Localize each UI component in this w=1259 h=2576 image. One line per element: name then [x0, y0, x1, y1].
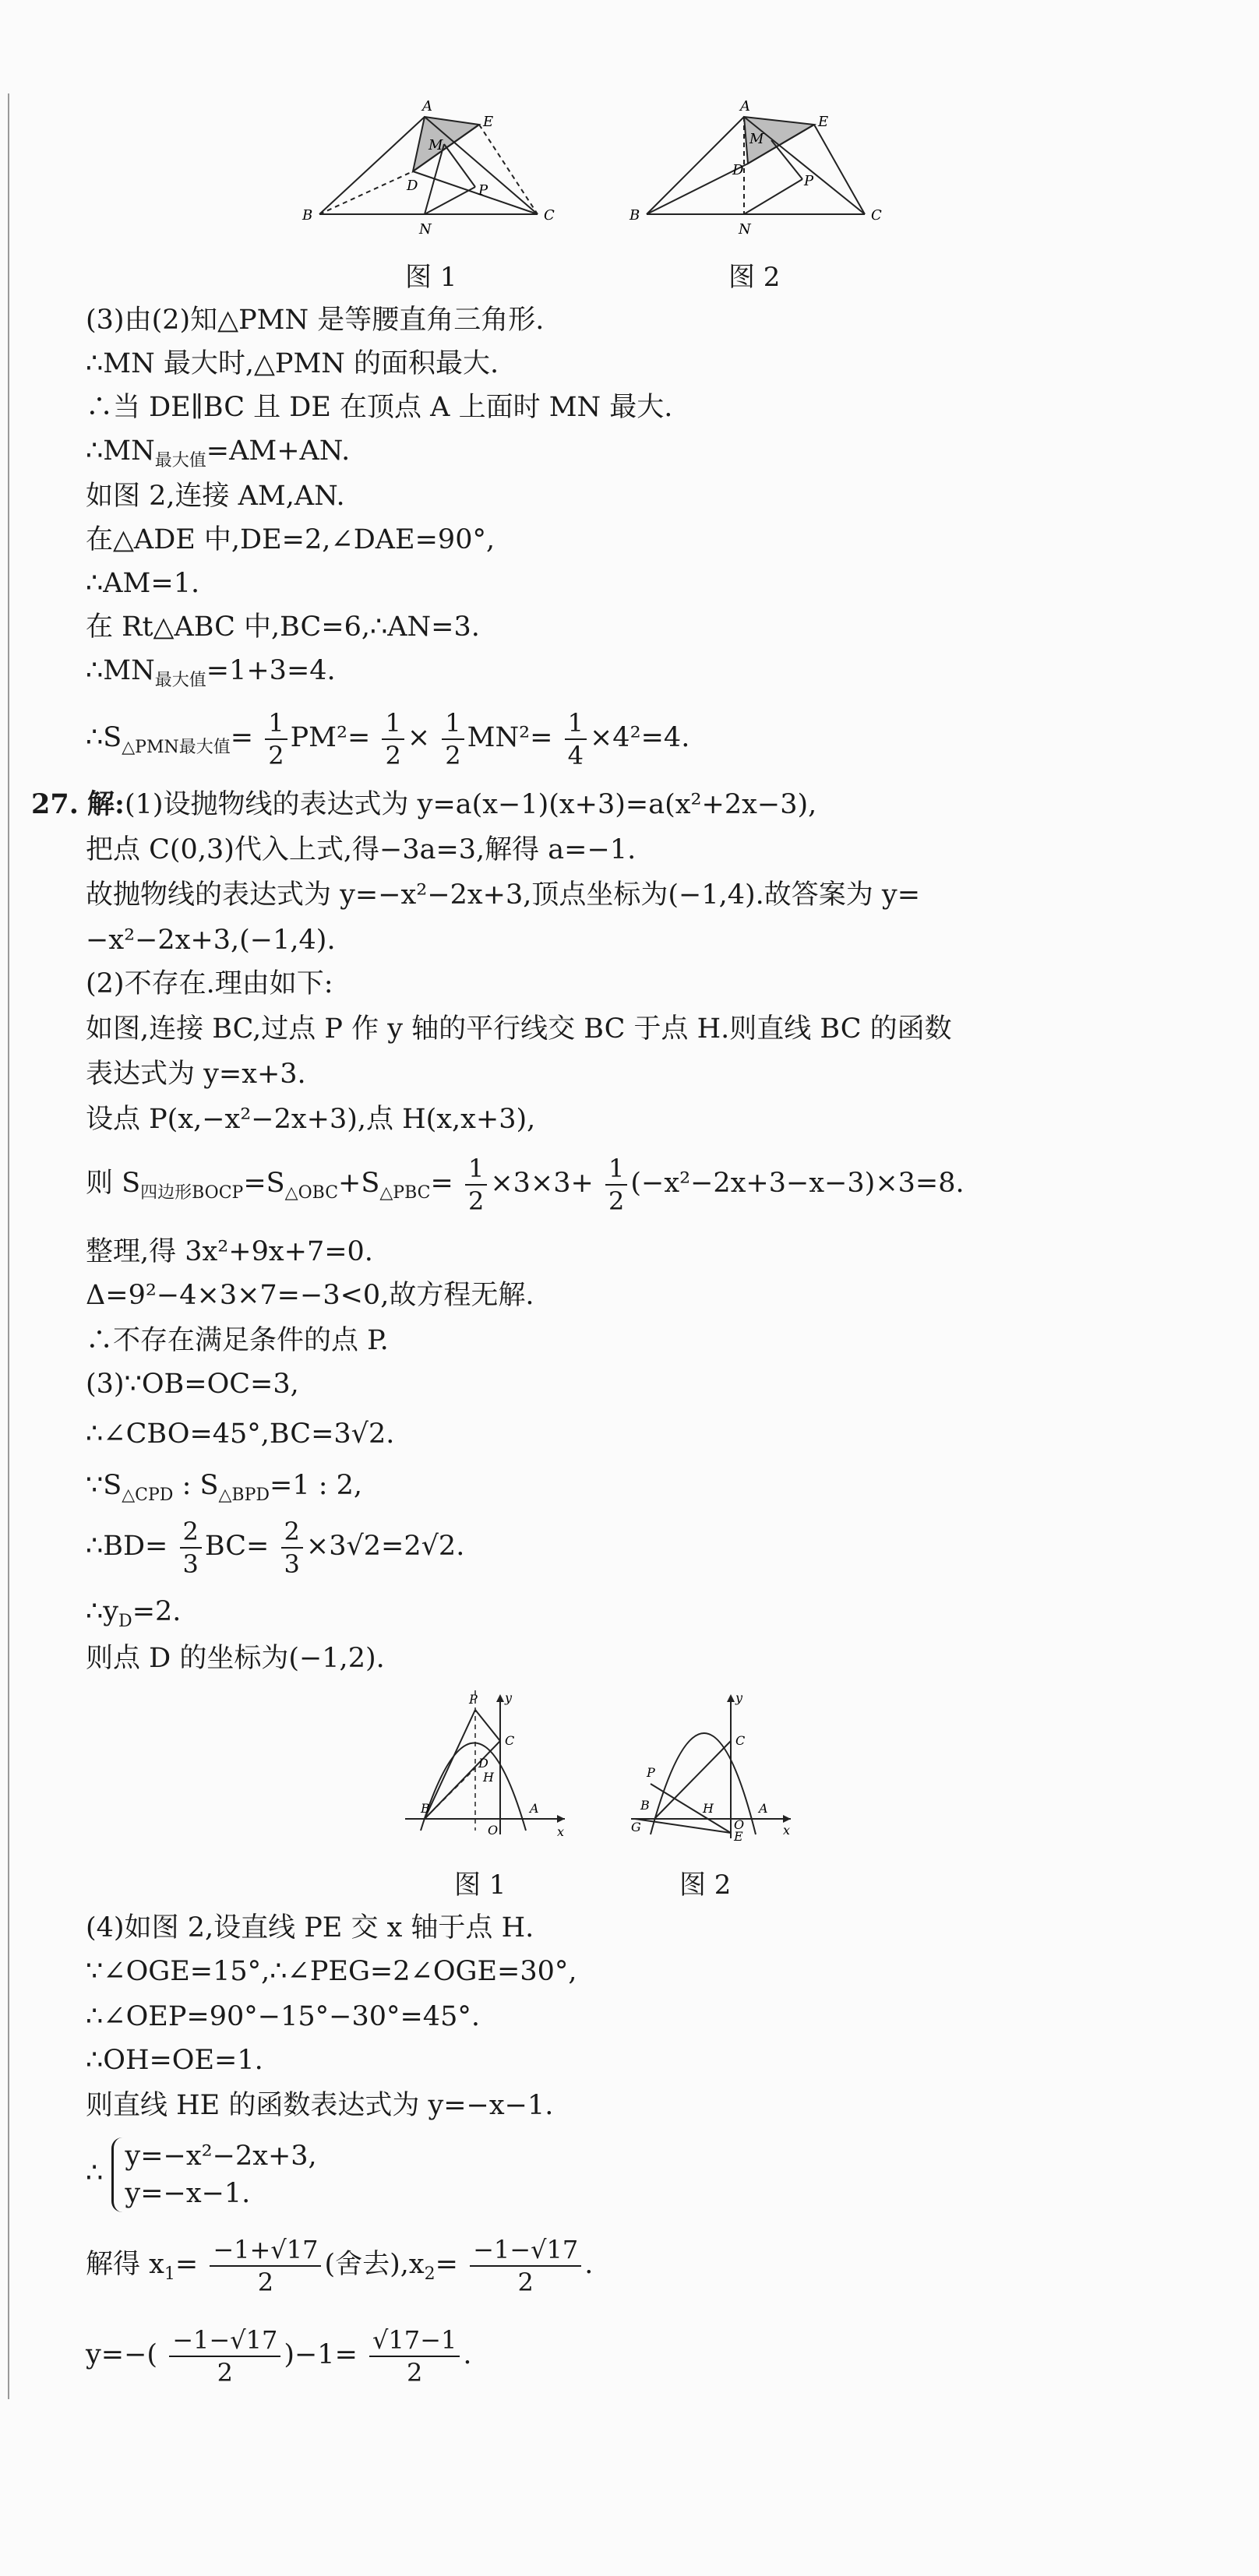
- triangle-figure-2: [615, 93, 896, 249]
- text-line: 把点 C(0,3)代入上式,得−3a=3,解得 a=−1.: [86, 834, 637, 865]
- svg-text:P: P: [804, 173, 814, 189]
- eq-part: .: [584, 2249, 594, 2280]
- eq-part: ×3√2=2√2.: [305, 1531, 465, 1562]
- svg-text:H: H: [483, 1770, 494, 1785]
- svg-text:A: A: [759, 1801, 768, 1816]
- triangle-figure-1: [288, 93, 569, 249]
- solve-label: 解:: [87, 788, 125, 820]
- text-line: ∴不存在满足条件的点 P.: [86, 1325, 389, 1356]
- fraction: $\frac{1}{4}$: [565, 707, 587, 771]
- svg-text:A: A: [422, 98, 432, 115]
- area-equation: [86, 703, 689, 783]
- text-line: 故抛物线的表达式为 y=−x²−2x+3,顶点坐标为(−1,4).故答案为 y=: [86, 879, 921, 911]
- svg-text:D: D: [732, 162, 744, 178]
- eq-part: +S: [338, 1168, 380, 1199]
- eq-part: BC=: [204, 1531, 270, 1562]
- svg-text:P: P: [647, 1765, 655, 1780]
- eq-sub: D: [118, 1612, 132, 1631]
- eq-part: ∴y: [86, 1596, 119, 1627]
- text-line: ∴当 DE∥BC 且 DE 在顶点 A 上面时 MN 最大.: [86, 392, 673, 423]
- svg-text:N: N: [419, 221, 432, 238]
- svg-text:x: x: [557, 1824, 565, 1839]
- svg-text:G: G: [631, 1820, 641, 1834]
- fraction: $\frac{1}{2}$: [265, 707, 287, 771]
- text-line: 表达式为 y=x+3.: [86, 1059, 306, 1090]
- eq-sub: △PBC: [379, 1183, 431, 1203]
- svg-text:B: B: [421, 1801, 430, 1816]
- eq-part: =2.: [132, 1596, 182, 1627]
- svg-text:x: x: [783, 1823, 791, 1838]
- text-line: (3)∵OB=OC=3,: [86, 1369, 299, 1400]
- svg-text:O: O: [488, 1823, 499, 1838]
- question-27-line-1: [31, 787, 816, 823]
- eq-part: ∴: [86, 2158, 104, 2189]
- y-value-line: [86, 2320, 471, 2390]
- text-line: 整理,得 3x²+9x+7=0.: [86, 1236, 373, 1267]
- text-line: 设点 P(x,−x²−2x+3),点 H(x,x+3),: [86, 1104, 536, 1135]
- system-brace: [111, 2137, 316, 2212]
- eq-sub: △PMN最大值: [122, 738, 231, 757]
- figure-1-caption: 图 1: [405, 262, 457, 293]
- eq-part: =1 : 2,: [270, 1470, 363, 1501]
- eq-sub: △BPD: [218, 1485, 270, 1505]
- eq-sub: 2: [424, 2264, 436, 2284]
- question-number: 27.: [31, 788, 79, 820]
- svg-text:H: H: [703, 1801, 714, 1816]
- figure-2-caption: 图 2: [728, 262, 781, 293]
- text-line: 则直线 HE 的函数表达式为 y=−x−1.: [86, 2090, 554, 2121]
- eq-part: (−x²−2x+3−x−3)×3=8.: [630, 1168, 965, 1199]
- text-line: (2)不存在.理由如下:: [86, 968, 333, 999]
- mn-max-pre: ∴MN: [86, 655, 155, 686]
- svg-text:y: y: [735, 1690, 743, 1705]
- mn-max-sub: 最大值: [154, 671, 206, 690]
- bd-equation: [86, 1511, 464, 1581]
- solve-x-line: [86, 2229, 593, 2310]
- eq-part: .: [463, 2339, 472, 2370]
- svg-text:A: A: [740, 98, 750, 115]
- eq-part: =: [430, 1168, 453, 1199]
- fraction: $\frac{-1-√17}{2}$: [169, 2324, 280, 2388]
- fraction: $\frac{2}{3}$: [281, 1516, 303, 1580]
- system-row: y=−x²−2x+3,: [125, 2140, 317, 2172]
- eq-sub: △OBC: [284, 1183, 339, 1203]
- eq-part: ×: [407, 722, 431, 753]
- equation-system: [86, 2133, 317, 2214]
- text-line: (3)由(2)知△PMN 是等腰直角三角形.: [86, 305, 545, 336]
- mn-max-post: =1+3=4.: [206, 655, 336, 686]
- svg-text:E: E: [818, 114, 829, 130]
- eq-part: =: [175, 2249, 199, 2280]
- text-line: (1)设抛物线的表达式为 y=a(x−1)(x+3)=a(x²+2x−3),: [124, 789, 817, 820]
- eq-part: ∵S: [86, 1470, 122, 1501]
- svg-text:C: C: [544, 207, 555, 224]
- fraction: $\frac{2}{3}$: [180, 1516, 202, 1580]
- svg-text:A: A: [530, 1801, 539, 1816]
- svg-text:B: B: [302, 207, 313, 224]
- fraction: $\frac{1}{2}$: [382, 707, 404, 771]
- text-line: 如图,连接 BC,过点 P 作 y 轴的平行线交 BC 于点 H.则直线 BC 的函数: [86, 1013, 952, 1045]
- text-line: 则点 D 的坐标为(−1,2).: [86, 1643, 385, 1674]
- eq-part: 解得 x: [86, 2249, 164, 2280]
- eq-part: ∴S: [86, 722, 122, 753]
- parabola-fig-2-caption: 图 2: [679, 1869, 732, 1901]
- text-line: 在△ADE 中,DE=2,∠DAE=90°,: [86, 524, 495, 555]
- svg-text:y: y: [505, 1690, 513, 1705]
- mn-max-pre: ∴MN: [86, 435, 155, 467]
- margin-rule: [8, 93, 9, 2399]
- svg-text:N: N: [739, 221, 751, 238]
- svg-text:C: C: [735, 1733, 746, 1748]
- eq-part: ×3×3+: [490, 1168, 594, 1199]
- eq-part: )−1=: [284, 2339, 358, 2370]
- eq-part: =S: [243, 1168, 285, 1199]
- text-line: (4)如图 2,设直线 PE 交 x 轴于点 H.: [86, 1912, 534, 1943]
- system-row: y=−x−1.: [125, 2177, 251, 2209]
- parabola-figure-1: [397, 1686, 577, 1842]
- text-line: ∵∠OGE=15°,∴∠PEG=2∠OGE=30°,: [86, 1956, 577, 1987]
- fraction: $\frac{1}{2}$: [465, 1153, 487, 1217]
- text-line: Δ=9²−4×3×7=−3<0,故方程无解.: [86, 1280, 534, 1311]
- svg-text:C: C: [871, 207, 882, 224]
- area-quad-equation: [86, 1148, 965, 1228]
- svg-text:D: D: [478, 1756, 488, 1771]
- svg-text:P: P: [469, 1692, 478, 1707]
- svg-text:E: E: [734, 1829, 743, 1842]
- svg-text:M: M: [428, 137, 443, 153]
- eq-part: ×4²=4.: [589, 722, 690, 753]
- text-line: ∴∠OEP=90°−15°−30°=45°.: [86, 2001, 480, 2032]
- text-line: ∴OH=OE=1.: [86, 2045, 263, 2076]
- fraction: $\frac{-1+√17}{2}$: [210, 2234, 321, 2298]
- svg-text:B: B: [630, 207, 640, 224]
- eq-sub: 1: [164, 2264, 175, 2284]
- fraction: $\frac{1}{2}$: [442, 707, 464, 771]
- eq-sub: 四边形BOCP: [140, 1183, 244, 1203]
- svg-text:O: O: [734, 1817, 745, 1832]
- eq-part: (舍去),x: [324, 2249, 425, 2280]
- text-line: 在 Rt△ABC 中,BC=6,∴AN=3.: [86, 611, 480, 643]
- mn-max-line: [86, 653, 336, 699]
- fraction: $\frac{-1-√17}{2}$: [470, 2234, 581, 2298]
- fraction: $\frac{√17-1}{2}$: [369, 2324, 460, 2388]
- text-line: ∴∠CBO=45°,BC=3√2.: [86, 1418, 395, 1450]
- mn-max-line: [86, 433, 350, 479]
- fraction: $\frac{1}{2}$: [605, 1153, 627, 1217]
- eq-sub: △CPD: [122, 1485, 174, 1505]
- text-line: 如图 2,连接 AM,AN.: [86, 481, 345, 512]
- svg-text:B: B: [640, 1798, 650, 1813]
- eq-part: : S: [173, 1470, 219, 1501]
- svg-text:D: D: [407, 178, 418, 194]
- eq-part: =: [435, 2249, 458, 2280]
- svg-text:M: M: [749, 131, 764, 147]
- eq-part: 则 S: [86, 1168, 141, 1199]
- parabola-fig-1-caption: 图 1: [454, 1869, 506, 1901]
- yd-line: [86, 1594, 181, 1640]
- eq-part: y=−(: [86, 2339, 158, 2370]
- eq-part: ∴BD=: [86, 1531, 168, 1562]
- eq-part: PM²=: [290, 722, 371, 753]
- parabola-figure-2: [623, 1686, 802, 1842]
- text-line: ∴MN 最大时,△PMN 的面积最大.: [86, 348, 499, 379]
- eq-part: MN²=: [467, 722, 553, 753]
- mn-max-sub: 最大值: [154, 451, 206, 470]
- svg-text:C: C: [505, 1733, 515, 1748]
- eq-part: =: [230, 722, 254, 753]
- text-line: ∴AM=1.: [86, 568, 200, 599]
- ratio-line: [86, 1468, 362, 1514]
- mn-max-post: =AM+AN.: [206, 435, 351, 467]
- svg-text:E: E: [483, 114, 494, 130]
- text-line: −x²−2x+3,(−1,4).: [86, 925, 336, 956]
- svg-text:P: P: [478, 182, 488, 199]
